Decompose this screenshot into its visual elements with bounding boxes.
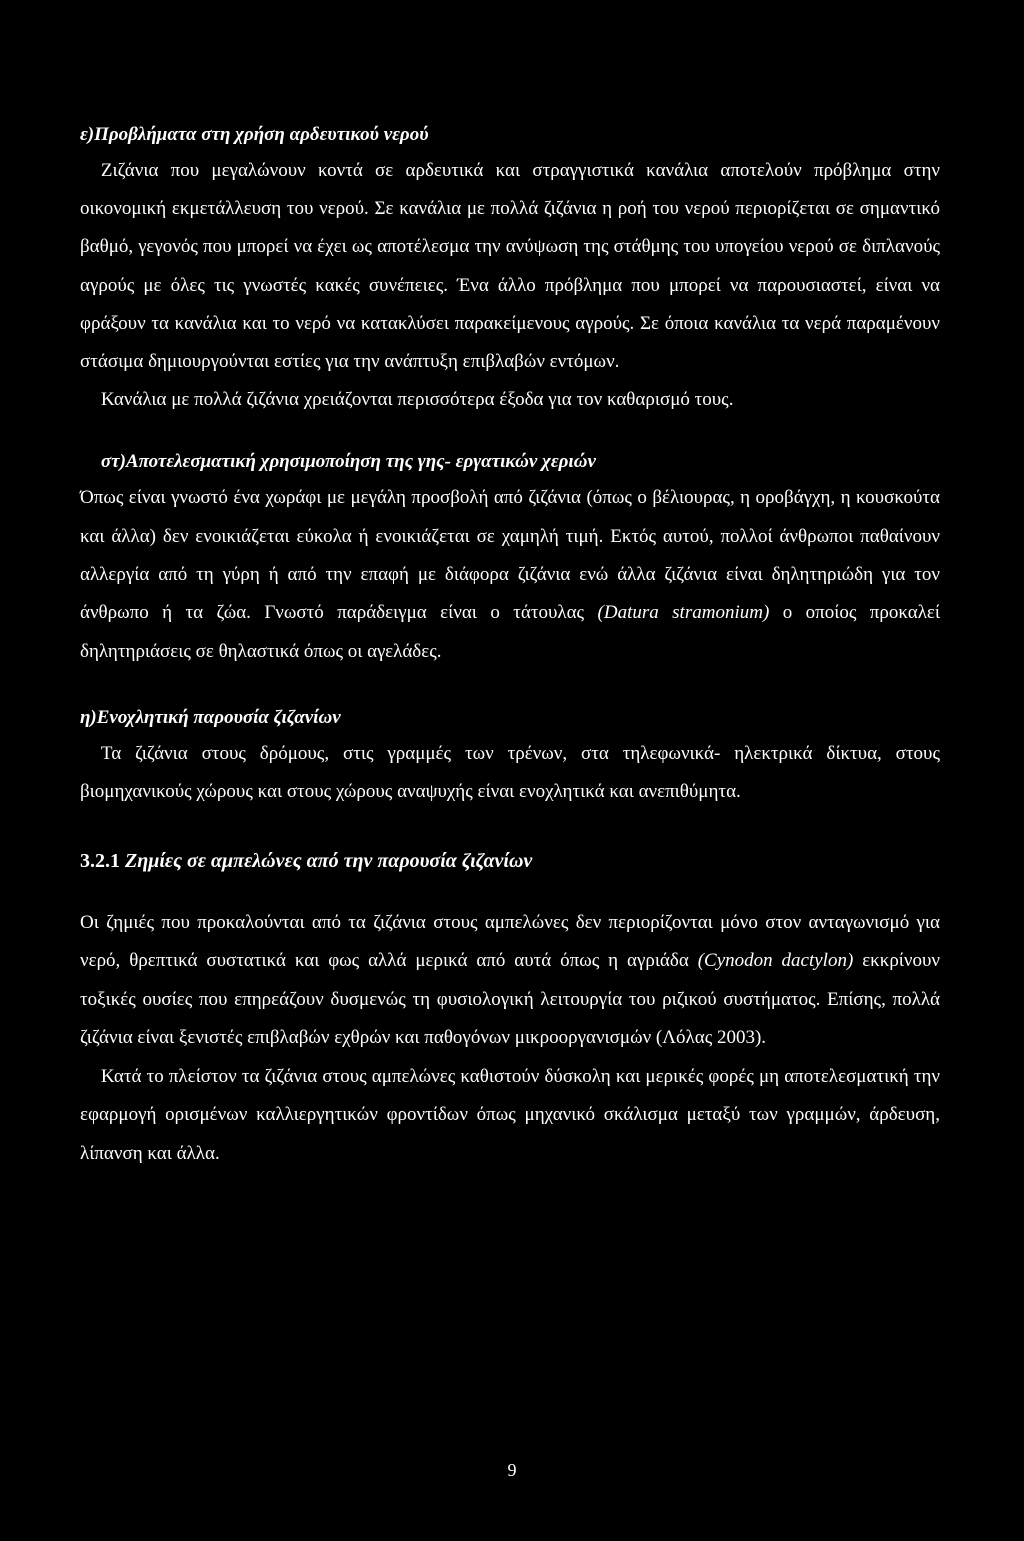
paragraph xyxy=(80,479,940,670)
section-title: Ζημίες σε αμπελώνες από την παρουσία ζιζανίων xyxy=(125,849,533,872)
section-heading: η)Ενοχλητική παρουσία ζιζανίων xyxy=(80,706,341,728)
section-heading: ε)Προβλήματα στη χρήση αρδευτικού νερού xyxy=(80,124,429,145)
section-vineyard-damage xyxy=(80,844,940,1174)
section-body xyxy=(80,904,940,1174)
paragraph: Κατά το πλείστον τα ζιζάνια στους αμπελώνες καθιστούν δύσκολη και μερικές φορές μη αποτελεσματική την εφαρμογή ορισμένων καλλιεργητικών φροντίδων όπως μηχανικό σκάλισμα μεταξύ των γραμμών, άρδευση, λίπανση και άλλα. xyxy=(80,1065,940,1164)
section-nuisance-weeds xyxy=(80,701,940,812)
section-heading xyxy=(80,844,940,878)
species-name: (Datura stramonium) xyxy=(597,602,770,624)
paragraph-text: ο οποίος προκαλεί δηλητηριάσεις σε θηλαστικά όπως οι αγελάδες. xyxy=(80,602,941,662)
paragraph: Κανάλια με πολλά ζιζάνια χρειάζονται περισσότερα έξοδα για τον καθαρισμό τους. xyxy=(100,389,734,411)
section-number: 3.2.1 xyxy=(80,849,120,872)
section-heading: στ)Αποτελεσματική χρησιμοποίηση της γης- εργατικών χεριών xyxy=(100,451,596,473)
section-land-labor-use xyxy=(80,445,940,670)
paragraph: Τα ζιζάνια στους δρόμους, στις γραμμές των τρένων, στα τηλεφωνικά- ηλεκτρικά δίκτυα, στους βιομηχανικούς χώρους και στους χώρους αναψυχής είναι ενοχλητικά και ανεπιθύμητα. xyxy=(80,742,940,803)
paragraph: Ζιζάνια που μεγαλώνουν κοντά σε αρδευτικά και στραγγιστικά κανάλια αποτελούν πρόβλημα στην οικονομική εκμετάλλευση του νερού. Σε κανάλια με πολλά ζιζάνια η ροή του νερού περιορίζεται σε σημαντικό βαθμό, γεγονός που μπορεί να έχει ως αποτέλεσμα την ανύψωση της στάθμης του υπογείου νερού σε διπλανούς αγρούς με όλες τις γνωστές κακές συνέπειες. Ένα άλλο πρόβλημα που μπορεί να παρουσιαστεί, είναι να φράξουν τα κανάλια και το νερό να κατακλύσει παρακείμενους αγρούς. Σε όποια κανάλια τα νερά παραμένουν στάσιμα δημιουργούνται εστίες για την ανάπτυξη επιβλαβών εντόμων. xyxy=(80,160,940,373)
paragraph-text: εκκρίνουν τοξικές ουσίες που επηρεάζουν δυσμενώς τη φυσιολογική λειτουργία του ριζικού συστήματος. Επίσης, πολλά ζιζάνια είναι ξενιστές επιβλαβών εχθρών και παθογόνων μικροοργανισμών (Λόλας 2003). xyxy=(80,950,941,1048)
page-content xyxy=(80,118,940,1173)
paragraph-text: Όπως είναι γνωστό ένα χωράφι με μεγάλη προσβολή από ζιζάνια (όπως ο βέλιουρας, η οροβάγχη, η κουσκούτα και άλλα) δεν ενοικιάζεται εύκολα ή ενοικιάζεται σε χαμηλή τιμή. Εκτός αυτού, πολλοί άνθρωποι παθαίνουν αλλεργία από τη γύρη ή από την επαφή με διάφορα ζιζάνια ενώ άλλα ζιζάνια είναι δηλητηριώδη για τον άνθρωπο ή τα ζώα. Γνωστό παράδειγμα είναι ο τάτουλας xyxy=(80,487,940,624)
paragraph-text: Οι ζημιές που προκαλούνται από τα ζιζάνια στους αμπελώνες δεν περιορίζονται μόνο στον ανταγωνισμό για νερό, θρεπτικά συστατικά και φως αλλά μερικά από αυτά όπως η αγριάδα xyxy=(80,911,940,971)
species-name: (Cynodon dactylon) xyxy=(697,950,854,971)
page-number: 9 xyxy=(507,1460,517,1480)
paragraph xyxy=(80,904,940,1058)
section-irrigation-problems xyxy=(80,118,940,419)
